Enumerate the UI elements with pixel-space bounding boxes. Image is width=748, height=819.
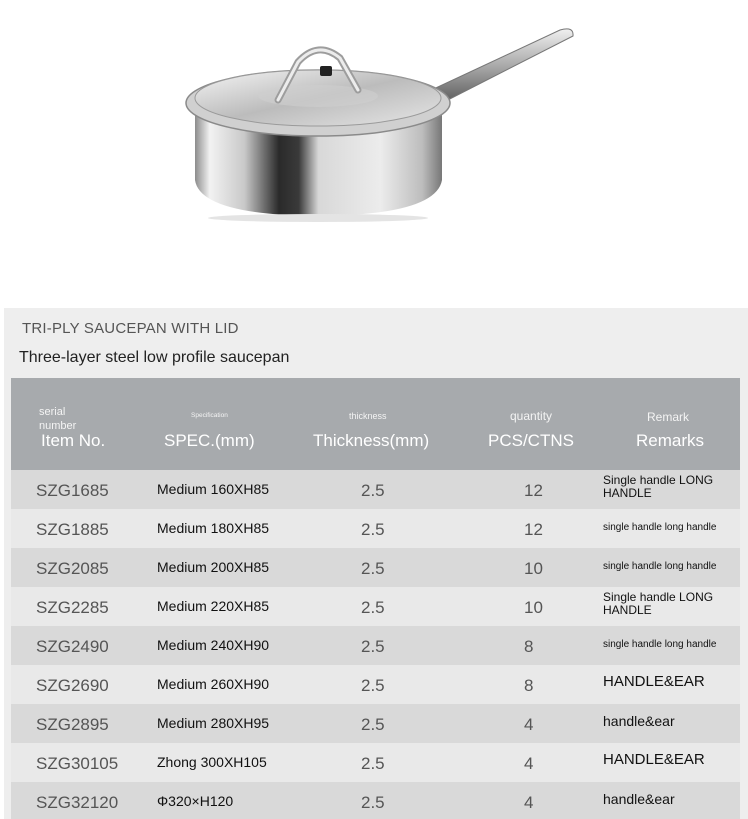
spec-panel [4,308,748,819]
remark-value: Single handle LONG HANDLE [603,473,714,500]
table-row [11,704,740,743]
table-row [11,587,740,626]
item-no: SZG2895 [36,715,109,734]
header-quantity-sub: quantity [510,409,553,423]
table-row [11,626,740,665]
product-subtitle: Three-layer steel low profile saucepan [19,349,290,366]
thickness-value: 2.5 [361,637,385,656]
table-header [11,378,740,470]
table-row [11,743,740,782]
spec-value: Medium 200XH85 [157,559,270,575]
remark-value: single handle long handle [603,639,717,650]
thickness-value: 2.5 [361,793,385,812]
quantity-value: 4 [524,754,534,773]
remark-value: single handle long handle [603,522,717,533]
item-no: SZG30105 [36,754,119,773]
header-spec-sub: Specification [191,412,228,419]
header-quantity [471,378,611,470]
remark-value: handle&ear [603,713,675,729]
item-no: SZG2085 [36,559,109,578]
header-remark-sub: Remark [647,410,690,424]
spec-value: Zhong 300XH105 [157,754,267,770]
header-remark [621,378,740,470]
quantity-value: 10 [524,559,543,578]
remark-value: Single handle LONG HANDLE [603,590,714,617]
thickness-value: 2.5 [361,754,385,773]
item-no: SZG32120 [36,793,119,812]
item-no: SZG2285 [36,598,109,617]
spec-value: Medium 280XH95 [157,715,270,731]
table-row [11,509,740,548]
quantity-value: 8 [524,637,534,656]
saucepan-illustration [0,0,748,308]
spec-value: Medium 180XH85 [157,520,270,536]
quantity-value: 4 [524,715,534,734]
quantity-value: 10 [524,598,543,617]
item-no: SZG2690 [36,676,109,695]
item-no: SZG2490 [36,637,109,656]
thickness-value: 2.5 [361,520,385,539]
table-row [11,665,740,704]
remark-value: handle&ear [603,791,675,807]
spec-value: Medium 220XH85 [157,598,270,614]
quantity-value: 4 [524,793,534,812]
spec-table [11,378,740,819]
header-remark-label: Remarks [636,431,705,450]
product-image [0,0,748,308]
thickness-value: 2.5 [361,676,385,695]
table-row [11,782,740,819]
spec-value: Medium 260XH90 [157,676,270,692]
header-quantity-label: PCS/CTNS [488,431,574,450]
product-title: TRI-PLY SAUCEPAN WITH LID [22,320,239,337]
spec-value: Medium 160XH85 [157,481,270,497]
table-row [11,470,740,509]
header-spec [161,378,281,470]
thickness-value: 2.5 [361,481,385,500]
header-item-no-sub: serial number [39,406,77,432]
spec-value: Medium 240XH90 [157,637,270,653]
thickness-value: 2.5 [361,715,385,734]
spec-value: Φ320×H120 [157,793,234,809]
item-no: SZG1685 [36,481,109,500]
header-item-no [11,378,141,470]
item-no: SZG1885 [36,520,109,539]
header-item-no-label: Item No. [41,431,106,450]
remark-value: HANDLE&EAR [603,751,705,768]
thickness-value: 2.5 [361,559,385,578]
quantity-value: 8 [524,676,534,695]
header-thickness [301,378,441,470]
header-thickness-label: Thickness(mm) [313,431,430,450]
quantity-value: 12 [524,481,543,500]
remark-value: single handle long handle [603,561,717,572]
quantity-value: 12 [524,520,543,539]
header-thickness-sub: thickness [349,411,387,421]
thickness-value: 2.5 [361,598,385,617]
remark-value: HANDLE&EAR [603,673,705,690]
table-row [11,548,740,587]
header-spec-label: SPEC.(mm) [164,431,255,450]
